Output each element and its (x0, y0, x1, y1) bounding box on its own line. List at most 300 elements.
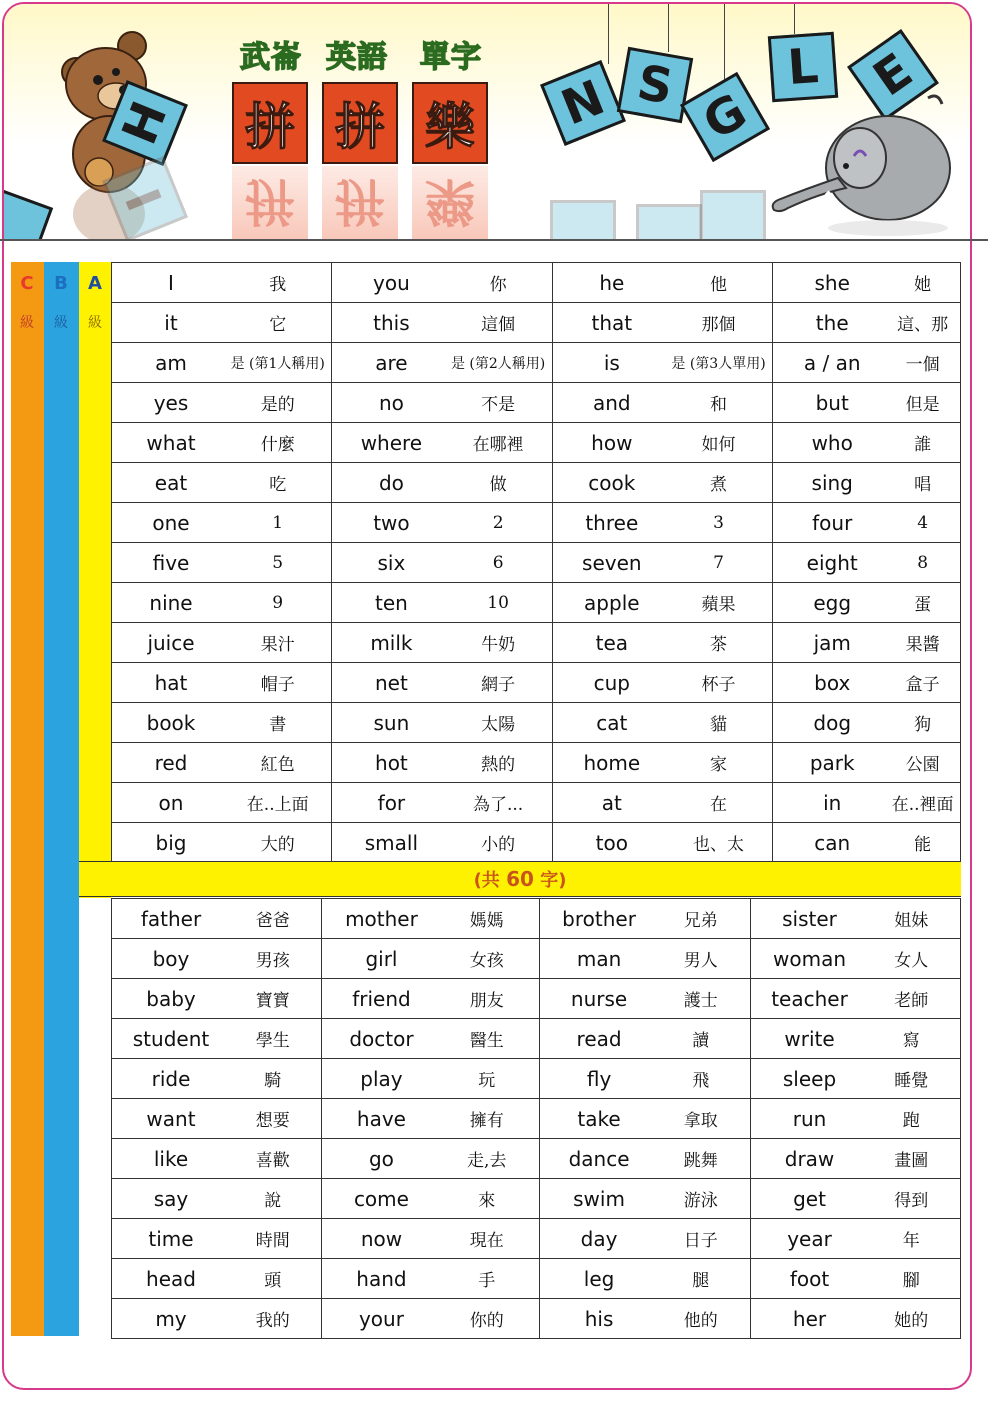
word-cell (112, 899, 322, 939)
chinese-meaning: 4 (917, 512, 929, 533)
chinese-meaning: 是 (第2人稱用) (450, 355, 546, 372)
chinese-meaning: 紅色 (260, 755, 295, 775)
chinese-meaning: 是 (第1人稱用) (230, 355, 325, 372)
english-word: hat (154, 670, 188, 695)
table-row (112, 423, 961, 463)
word-cell (540, 979, 750, 1019)
english-word: book (146, 710, 196, 735)
chinese-meaning: 果汁 (260, 635, 295, 655)
english-word: in (823, 790, 842, 815)
english-word: no (378, 390, 404, 415)
word-cell (112, 1139, 322, 1179)
word-cell (322, 899, 540, 939)
chinese-meaning: 男孩 (255, 951, 290, 971)
english-word: go (368, 1146, 394, 1171)
chinese-meaning: 手 (478, 1271, 496, 1291)
title-reflection-1: 拼 (232, 166, 308, 240)
word-cell (540, 939, 750, 979)
chinese-meaning: 家 (710, 755, 728, 775)
english-word: student (132, 1026, 210, 1051)
word-cell (552, 503, 772, 543)
table-row (112, 1259, 961, 1299)
word-cell (540, 1219, 750, 1259)
chinese-meaning: 帽子 (260, 675, 295, 695)
word-cell (112, 1259, 322, 1299)
chinese-meaning: 想要 (255, 1111, 290, 1131)
letter-tile-i-reflection: I (102, 156, 188, 240)
word-cell (552, 343, 772, 383)
hanging-string (794, 4, 795, 34)
level-a-bar (79, 262, 111, 898)
word-cell (773, 823, 961, 863)
table-row (112, 743, 961, 783)
english-word: I (168, 270, 174, 295)
word-cell (332, 583, 552, 623)
chinese-meaning: 朋友 (469, 991, 504, 1011)
chinese-meaning: 6 (492, 552, 504, 573)
english-word: woman (773, 946, 847, 971)
chinese-meaning: 在..裡面 (891, 795, 954, 815)
chinese-meaning: 但是 (905, 395, 940, 415)
word-cell (750, 1299, 960, 1339)
english-word: on (158, 790, 184, 815)
chinese-meaning: 騎 (264, 1071, 282, 1091)
word-cell (112, 1059, 322, 1099)
chinese-meaning: 你 (489, 275, 507, 295)
english-word: day (580, 1226, 618, 1251)
level-c-bar (11, 262, 44, 1336)
english-word: big (155, 830, 187, 855)
english-word: ten (374, 590, 408, 615)
table-row (112, 583, 961, 623)
english-word: seven (582, 550, 642, 575)
chinese-meaning: 網子 (481, 675, 516, 695)
english-word: nurse (570, 986, 628, 1011)
word-cell (322, 939, 540, 979)
chinese-meaning: 我 (269, 275, 287, 295)
word-cell (750, 899, 960, 939)
chinese-meaning: 她的 (894, 1311, 929, 1331)
chinese-meaning: 寫 (902, 1031, 920, 1051)
english-word: juice (147, 630, 195, 655)
english-word: the (815, 310, 849, 335)
word-cell (112, 703, 332, 743)
chinese-meaning: 畫圖 (894, 1151, 929, 1171)
chinese-meaning: 太陽 (481, 715, 516, 735)
chinese-meaning: 5 (272, 552, 284, 573)
chinese-meaning: 走,去 (467, 1151, 507, 1171)
word-cell (773, 383, 961, 423)
chinese-meaning: 醫生 (469, 1031, 504, 1051)
english-word: come (353, 1186, 409, 1211)
chinese-meaning: 3 (713, 512, 724, 533)
chinese-meaning: 讀 (692, 1031, 710, 1051)
chinese-meaning: 女人 (894, 951, 929, 971)
subtitle-english: 英語 (326, 40, 388, 75)
chinese-meaning: 唱 (914, 475, 932, 495)
english-word: mother (345, 906, 418, 931)
chinese-meaning: 這、那 (897, 315, 949, 335)
word-cell (332, 823, 552, 863)
english-word: your (358, 1306, 404, 1331)
subtitle-vocabulary: 單字 (420, 40, 482, 75)
chinese-meaning: 現在 (469, 1231, 504, 1251)
english-word: what (146, 430, 196, 455)
english-word: three (585, 510, 639, 535)
word-cell (552, 703, 772, 743)
level-c-letter: C (20, 273, 34, 294)
word-cell (112, 663, 332, 703)
word-cell (112, 1179, 322, 1219)
word-cell (332, 663, 552, 703)
chinese-meaning: 大的 (260, 835, 295, 855)
level-a-label: 級 (88, 315, 102, 331)
table-row (112, 383, 961, 423)
english-word: she (814, 270, 850, 295)
english-word: and (592, 390, 631, 415)
english-word: this (373, 310, 410, 335)
word-cell (552, 743, 772, 783)
chinese-meaning: 在..上面 (246, 795, 309, 815)
english-word: ride (151, 1066, 191, 1091)
word-count-band (79, 861, 961, 897)
word-cell (750, 939, 960, 979)
word-cell (332, 503, 552, 543)
header-banner (4, 4, 970, 240)
table-row (112, 823, 961, 863)
letter-tile-g: G (680, 72, 770, 162)
letter-tile-n: N (540, 60, 626, 146)
chinese-meaning: 護士 (683, 991, 718, 1011)
english-word: get (793, 1186, 826, 1211)
english-word: is (603, 350, 620, 375)
chinese-meaning: 狗 (914, 715, 932, 735)
chinese-meaning: 煮 (710, 475, 728, 495)
word-cell (322, 1299, 540, 1339)
english-word: now (360, 1226, 403, 1251)
word-cell (540, 1019, 750, 1059)
chinese-meaning: 它 (269, 315, 287, 335)
word-cell (750, 1139, 960, 1179)
table-row (112, 543, 961, 583)
word-cell (750, 1019, 960, 1059)
word-cell (112, 623, 332, 663)
word-cell (773, 663, 961, 703)
table-row (112, 1139, 961, 1179)
english-word: home (583, 750, 641, 775)
table-row (112, 979, 961, 1019)
word-cell (552, 783, 772, 823)
word-cell (112, 939, 322, 979)
word-cell (332, 623, 552, 663)
word-cell (552, 823, 772, 863)
word-cell (552, 663, 772, 703)
title-char-1: 拼 (232, 82, 308, 164)
word-cell (773, 543, 961, 583)
level-c-label: 級 (20, 315, 34, 331)
chinese-meaning: 拿取 (683, 1111, 718, 1131)
english-word: say (153, 1186, 189, 1211)
chinese-meaning: 那個 (701, 315, 736, 335)
chinese-meaning: 書 (269, 715, 287, 735)
count-prefix: (共 (473, 870, 500, 891)
english-word: year (787, 1226, 832, 1251)
english-word: girl (365, 946, 398, 971)
english-word: draw (784, 1146, 835, 1171)
level-b-label: 級 (54, 315, 68, 331)
english-word: like (153, 1146, 189, 1171)
chinese-meaning: 什麼 (260, 435, 295, 455)
chinese-meaning: 2 (492, 512, 504, 533)
table-row (112, 263, 961, 303)
chinese-meaning: 做 (489, 475, 507, 495)
word-cell (322, 1059, 540, 1099)
word-cell (540, 1299, 750, 1339)
chinese-meaning: 盒子 (905, 675, 940, 695)
english-word: read (576, 1026, 622, 1051)
chinese-meaning: 誰 (914, 435, 932, 455)
word-cell (540, 1059, 750, 1099)
word-cell (112, 823, 332, 863)
english-word: my (155, 1306, 187, 1331)
chinese-meaning: 時間 (255, 1231, 290, 1251)
word-cell (112, 1019, 322, 1059)
english-word: his (584, 1306, 614, 1331)
word-cell (112, 423, 332, 463)
level-b-letter: B (54, 273, 68, 294)
chinese-meaning: 爸爸 (255, 911, 290, 931)
chinese-meaning: 茶 (710, 635, 728, 655)
word-cell (112, 1219, 322, 1259)
english-word: red (154, 750, 188, 775)
english-word: cup (593, 670, 630, 695)
letter-tile-h: H (102, 80, 188, 166)
chinese-meaning: 10 (487, 592, 509, 613)
english-word: who (811, 430, 853, 455)
word-cell (322, 1099, 540, 1139)
word-cell (112, 583, 332, 623)
word-cell (322, 1219, 540, 1259)
letter-tile-s: S (617, 47, 693, 123)
word-cell (552, 263, 772, 303)
word-cell (112, 743, 332, 783)
english-word: have (356, 1106, 406, 1131)
chinese-meaning: 睡覺 (894, 1071, 929, 1091)
english-word: are (375, 350, 408, 375)
english-word: teacher (771, 986, 848, 1011)
english-word: friend (352, 986, 411, 1011)
subtitle-school: 武崙 (240, 40, 302, 75)
english-word: net (374, 670, 408, 695)
english-word: nine (149, 590, 193, 615)
chinese-meaning: 如何 (701, 435, 736, 455)
english-word: run (792, 1106, 827, 1131)
word-cell (322, 1019, 540, 1059)
word-cell (112, 303, 332, 343)
table-row (112, 623, 961, 663)
word-cell (332, 343, 552, 383)
chinese-meaning: 這個 (481, 315, 516, 335)
english-word: too (595, 830, 628, 855)
english-word: where (360, 430, 423, 455)
chinese-meaning: 跑 (902, 1111, 920, 1131)
chinese-meaning: 日子 (683, 1231, 718, 1251)
hanging-string (724, 4, 725, 84)
word-cell (773, 743, 961, 783)
word-cell (112, 1099, 322, 1139)
english-word: doctor (349, 1026, 414, 1051)
title-reflection-2: 拼 (322, 166, 398, 240)
table-row (112, 1219, 961, 1259)
english-word: dog (813, 710, 852, 735)
chinese-meaning: 腿 (692, 1271, 710, 1291)
word-cell (112, 263, 332, 303)
word-cell (552, 583, 772, 623)
word-cell (112, 543, 332, 583)
table-row (112, 899, 961, 939)
chinese-meaning: 在哪裡 (472, 435, 524, 455)
english-word: but (815, 390, 849, 415)
chinese-meaning: 他的 (683, 1311, 718, 1331)
english-word: cook (588, 470, 636, 495)
table-row (112, 343, 961, 383)
word-cell (112, 503, 332, 543)
chinese-meaning: 得到 (894, 1191, 929, 1211)
word-cell (552, 383, 772, 423)
english-word: one (152, 510, 190, 535)
english-word: eat (154, 470, 188, 495)
english-word: a / an (803, 350, 861, 375)
english-word: two (373, 510, 410, 535)
english-word: how (591, 430, 633, 455)
english-word: play (360, 1066, 403, 1091)
english-word: yes (153, 390, 189, 415)
word-cell (552, 423, 772, 463)
chinese-meaning: 也、太 (693, 835, 745, 855)
english-word: sun (373, 710, 410, 735)
word-cell (332, 263, 552, 303)
table-row (112, 1019, 961, 1059)
chinese-meaning: 不是 (481, 395, 516, 415)
word-cell (322, 1139, 540, 1179)
chinese-meaning: 蘋果 (701, 595, 736, 615)
chinese-meaning: 貓 (710, 715, 728, 735)
english-word: tea (595, 630, 629, 655)
english-word: cat (596, 710, 628, 735)
chinese-meaning: 來 (478, 1191, 496, 1211)
elephant-illustration (768, 88, 968, 238)
word-cell (112, 783, 332, 823)
english-word: can (814, 830, 851, 855)
chinese-meaning: 能 (914, 835, 932, 855)
word-cell (112, 343, 332, 383)
title-char-2: 拼 (322, 82, 398, 164)
word-cell (540, 899, 750, 939)
english-word: he (599, 270, 625, 295)
letter-tile-l: L (768, 32, 838, 102)
english-word: swim (573, 1186, 625, 1211)
word-cell (332, 783, 552, 823)
hanging-string (668, 4, 669, 52)
chinese-meaning: 1 (272, 512, 284, 533)
word-cell (540, 1259, 750, 1299)
word-cell (750, 1219, 960, 1259)
chinese-meaning: 女孩 (469, 951, 504, 971)
table-row (112, 1179, 961, 1219)
word-cell (332, 303, 552, 343)
chinese-meaning: 是的 (260, 395, 295, 415)
chinese-meaning: 寶寶 (255, 991, 290, 1011)
english-word: at (601, 790, 622, 815)
english-word: do (378, 470, 404, 495)
word-cell (112, 383, 332, 423)
chinese-meaning: 說 (264, 1191, 282, 1211)
chinese-meaning: 8 (917, 552, 929, 573)
word-cell (773, 703, 961, 743)
english-word: foot (789, 1266, 830, 1291)
chinese-meaning: 老師 (894, 991, 929, 1011)
chinese-meaning: 他 (710, 275, 728, 295)
word-cell (332, 383, 552, 423)
english-word: apple (584, 590, 640, 615)
chinese-meaning: 小的 (481, 835, 516, 855)
letter-tile-partial (4, 184, 53, 240)
english-word: baby (146, 986, 196, 1011)
vocabulary-table-level-a (111, 262, 961, 863)
hanging-string (608, 4, 609, 64)
table-row (112, 939, 961, 979)
english-word: man (576, 946, 622, 971)
chinese-meaning: 姐妹 (894, 911, 929, 931)
tile-reflection (550, 200, 616, 240)
chinese-meaning: 年 (902, 1231, 920, 1251)
word-cell (332, 703, 552, 743)
word-cell (112, 1299, 322, 1339)
english-word: eight (806, 550, 858, 575)
english-word: six (377, 550, 406, 575)
word-cell (552, 463, 772, 503)
english-word: small (364, 830, 419, 855)
word-cell (322, 1179, 540, 1219)
english-word: hot (375, 750, 408, 775)
word-cell (540, 1139, 750, 1179)
word-cell (773, 423, 961, 463)
chinese-meaning: 杯子 (701, 675, 736, 695)
chinese-meaning: 在 (710, 795, 728, 815)
chinese-meaning: 喜歡 (255, 1151, 290, 1171)
word-cell (332, 743, 552, 783)
chinese-meaning: 吃 (269, 475, 287, 495)
word-cell (773, 263, 961, 303)
table-row (112, 303, 961, 343)
chinese-meaning: 和 (710, 395, 728, 415)
english-word: for (377, 790, 406, 815)
english-word: that (591, 310, 633, 335)
english-word: four (812, 510, 853, 535)
chinese-meaning: 擁有 (469, 1111, 504, 1131)
english-word: brother (562, 906, 636, 931)
table-row (112, 503, 961, 543)
english-word: egg (813, 590, 852, 615)
english-word: it (164, 310, 178, 335)
word-cell (750, 979, 960, 1019)
title-char-3: 樂 (412, 82, 488, 164)
english-word: hand (356, 1266, 407, 1291)
english-word: park (809, 750, 855, 775)
english-word: sister (782, 906, 837, 931)
word-cell (750, 1179, 960, 1219)
word-cell (750, 1259, 960, 1299)
